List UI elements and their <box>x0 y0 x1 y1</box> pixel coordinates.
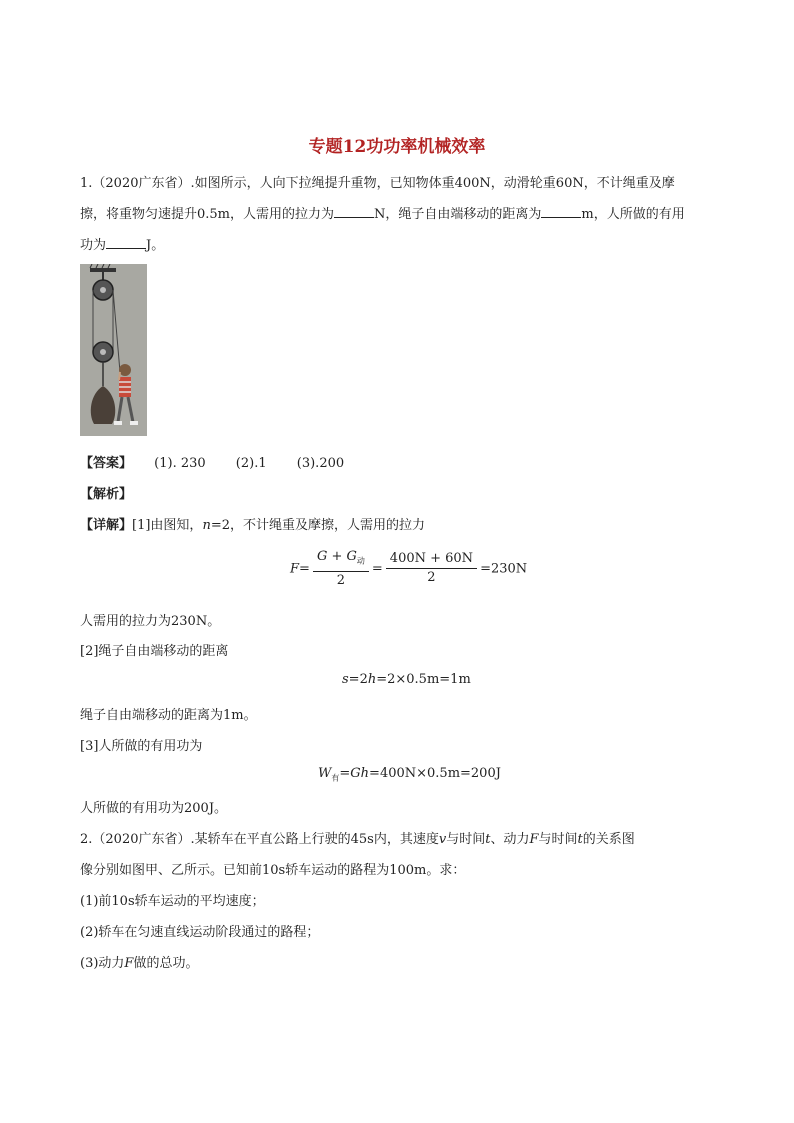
q1-line2c: m，人所做的有用 <box>581 207 685 222</box>
pulley-illustration <box>80 264 147 436</box>
equation-force <box>290 548 527 590</box>
q2-item3a: (3)动力 <box>80 956 125 971</box>
q1-line1: 1.（2020广东省）.如图所示，人向下拉绳提升重物，已知物体重400N，动滑轮重60N，不计绳重及摩 <box>80 176 675 191</box>
eq1-G2: G <box>346 549 357 564</box>
equation-work <box>318 766 501 784</box>
person-head <box>119 364 131 376</box>
q2-item1: (1)前10s轿车运动的平均速度； <box>80 894 265 909</box>
answer-label: 【答案】 <box>80 456 133 471</box>
eq1-sub: 动 <box>356 556 365 566</box>
eq1-G: G <box>316 549 328 564</box>
eq3-rest: =400N×0.5m=200J <box>369 766 501 781</box>
q2-item3-F: F <box>124 956 134 971</box>
q1-line3 <box>80 234 164 253</box>
q1-line3a: 功为 <box>80 238 107 253</box>
q2-line1e: 的关系图 <box>582 832 635 847</box>
q1-blank-force[interactable] <box>334 205 374 218</box>
q1-line2b: N，绳子自由端移动的距离为 <box>374 207 542 222</box>
detail-line5: [3]人所做的有用功为 <box>80 739 203 754</box>
eq1-eq: = <box>299 561 310 577</box>
detail-label: 【详解】 <box>80 518 133 533</box>
q1-line3b: J。 <box>146 238 165 253</box>
detail-line1 <box>80 514 425 533</box>
eq1-plus: + <box>327 549 347 564</box>
pulley-figure <box>80 264 147 436</box>
eq1-num2: 400N + 60N <box>386 550 477 569</box>
q2-item3 <box>80 952 198 971</box>
eq2-rest: =2×0.5m=1m <box>376 672 471 687</box>
detail-n: n <box>202 518 211 533</box>
q2-F1: F <box>529 832 539 847</box>
answer-2: (2).1 <box>235 456 267 471</box>
eq1-den: 2 <box>336 572 346 588</box>
eq2-h: h <box>367 672 377 687</box>
eq2-s: s <box>342 672 349 687</box>
q2-t2: t <box>577 832 583 847</box>
q2-line1c: 、动力 <box>490 832 530 847</box>
eq3-eq: = <box>339 766 351 781</box>
answer-1: (1). 230 <box>154 456 206 471</box>
q2-t1: t <box>485 832 491 847</box>
answer-3: (3).200 <box>296 456 345 471</box>
q2-line2: 像分别如图甲、乙所示。已知前10s轿车运动的路程为100m。求： <box>80 863 466 878</box>
eq1-eq2: = <box>371 561 383 577</box>
page-title: 专题12功功率机械效率 <box>308 137 486 157</box>
detail-line1a: [1]由图知， <box>132 518 203 533</box>
eq2-mid: =2 <box>348 672 368 687</box>
detail-line2: 人需用的拉力为230N。 <box>80 614 221 629</box>
eq1-frac1 <box>313 548 369 590</box>
eq3-W: W <box>318 766 332 781</box>
detail-line1b: =2，不计绳重及摩擦，人需用的拉力 <box>210 518 425 533</box>
q1-blank-distance[interactable] <box>541 205 581 218</box>
equation-distance <box>342 672 471 687</box>
q2-line1b: 与时间 <box>446 832 486 847</box>
q2-item3b: 做的总功。 <box>133 956 199 971</box>
analysis-label: 【解析】 <box>80 487 133 502</box>
ceiling-mount <box>90 268 116 272</box>
eq3-sub: 有 <box>331 773 340 783</box>
detail-line4: 绳子自由端移动的距离为1m。 <box>80 708 257 723</box>
eq1-den2: 2 <box>427 570 436 586</box>
q2-line1 <box>80 828 635 847</box>
q2-item2: (2)轿车在匀速直线运动阶段通过的路程； <box>80 925 320 940</box>
eq1-result: =230N <box>480 561 528 577</box>
q2-line1a: 2.（2020广东省）.某轿车在平直公路上行驶的45s内，其速度 <box>80 832 439 847</box>
answer-line <box>80 452 344 471</box>
q2-v: v <box>438 832 447 847</box>
q1-blank-work[interactable] <box>106 236 146 249</box>
q1-line2 <box>80 203 685 222</box>
eq3-G: G <box>350 766 361 781</box>
eq1-frac2 <box>386 550 477 587</box>
eq1-F: F <box>290 561 300 577</box>
eq3-h: h <box>360 766 370 781</box>
q2-line1d: 与时间 <box>538 832 578 847</box>
q1-line2a: 擦，将重物匀速提升0.5m，人需用的拉力为 <box>80 207 335 222</box>
detail-line6: 人所做的有用功为200J。 <box>80 801 228 816</box>
detail-line3: [2]绳子自由端移动的距离 <box>80 644 229 659</box>
